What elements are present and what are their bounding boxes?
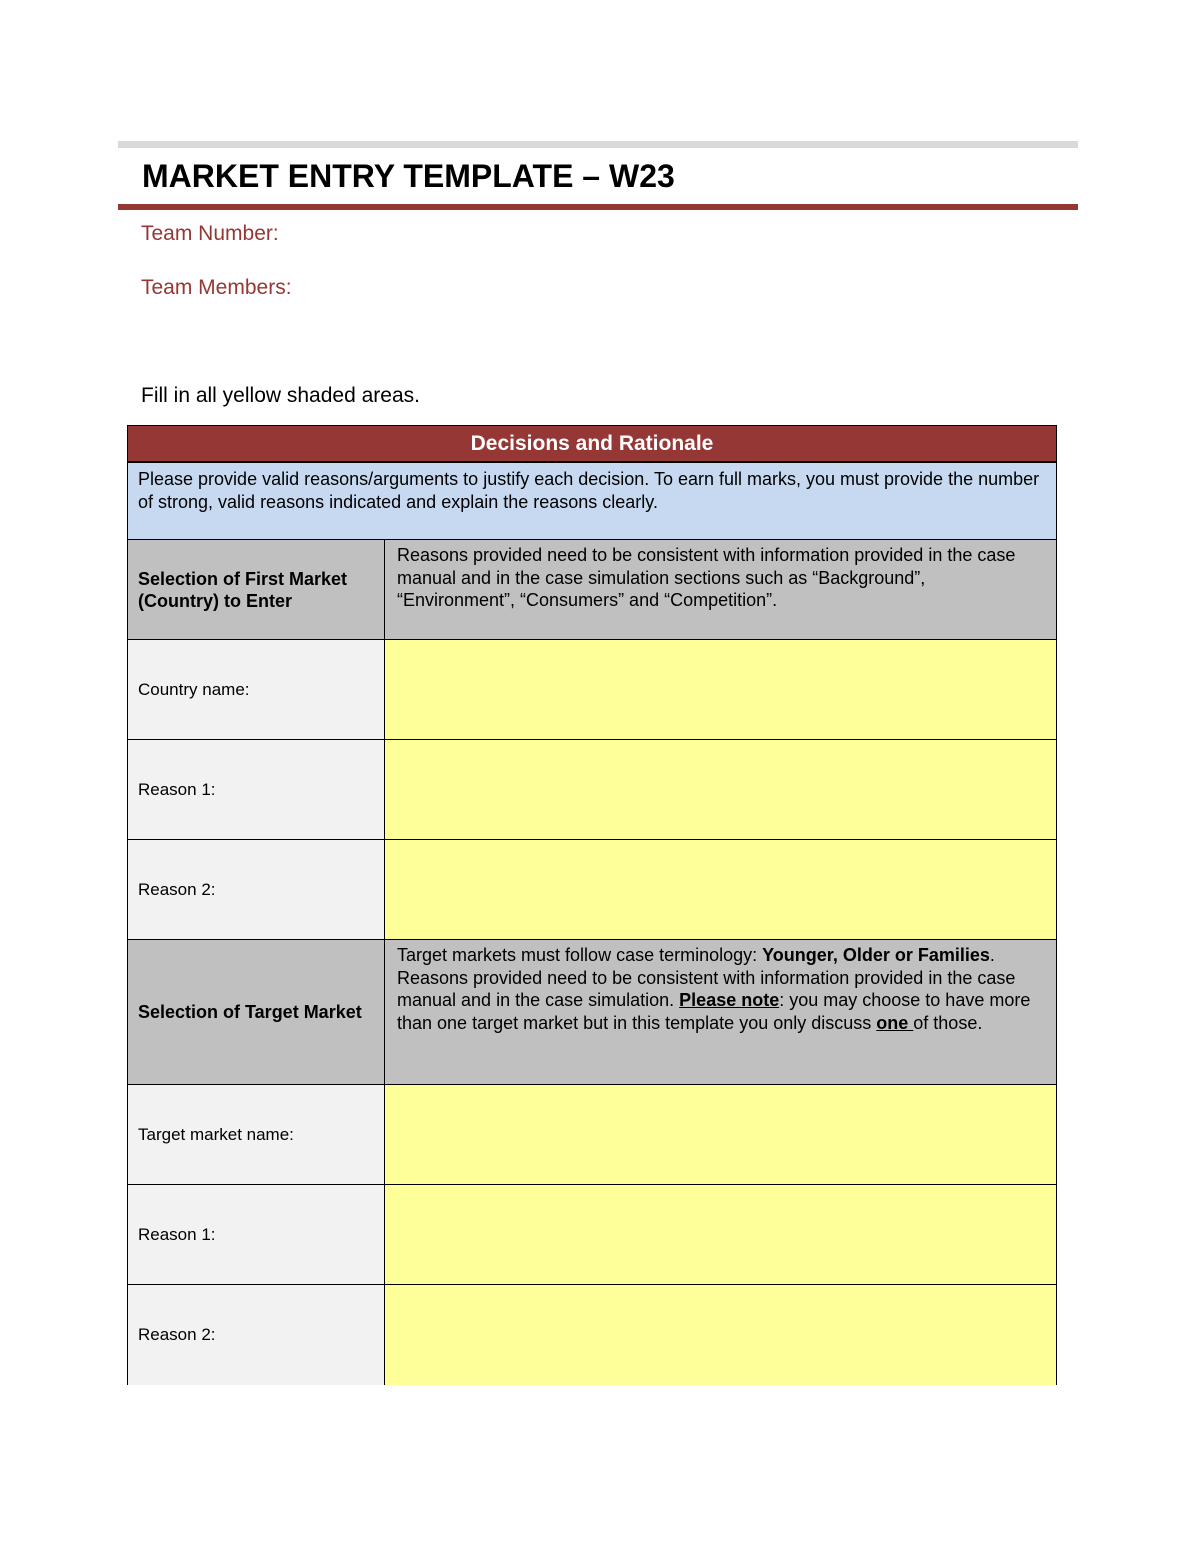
country-name-field[interactable] [385,640,1056,739]
target-reason-2-field[interactable] [385,1285,1056,1385]
emphasis-one: one [876,1012,914,1033]
target-terms: Younger, Older or Families [762,945,990,965]
table-header: Decisions and Rationale [128,426,1056,463]
table-row [128,1185,1056,1285]
decisions-table [127,425,1057,1385]
table-row [128,1085,1056,1185]
page-title: MARKET ENTRY TEMPLATE – W23 [142,158,675,194]
target-market-name-field[interactable] [385,1085,1056,1184]
row-label: Target market name: [128,1085,385,1184]
market-reason-2-field[interactable] [385,840,1056,939]
title-rule [118,204,1078,210]
row-label: Reason 1: [128,740,385,839]
section-label: Selection of First Market (Country) to Enter [128,540,385,639]
row-label: Reason 2: [128,1285,385,1385]
row-label: Reason 2: [128,840,385,939]
section-label: Selection of Target Market [128,940,385,1084]
section-target-market [128,940,1056,1085]
team-members-label: Team Members: [141,276,292,299]
table-row [128,640,1056,740]
table-intro: Please provide valid reasons/arguments to justify each decision. To earn full marks, you must provide the number of strong, valid reasons indicated and explain the reasons clearly. [128,463,1056,540]
target-reason-1-field[interactable] [385,1185,1056,1284]
section-description: Reasons provided need to be consistent with information provided in the case manual and in the case simulation sections such as “Background”, “Environment”, “Consumers” and “Competition”. [385,540,1056,639]
table-row [128,740,1056,840]
section-description: Target markets must follow case terminology: Younger, Older or Families. Reasons provided need to be consistent with information provided in the case manual and in the case simulation. Please note: you may choose to have more than one target market but in this template you only discuss one of those. [385,940,1056,1084]
market-reason-1-field[interactable] [385,740,1056,839]
instructions: Fill in all yellow shaded areas. [141,384,420,407]
team-number-label: Team Number: [141,222,279,245]
section-first-market [128,540,1056,640]
table-row [128,1285,1056,1385]
table-row [128,840,1056,940]
row-label: Reason 1: [128,1185,385,1284]
please-note: Please note [679,990,780,1010]
row-label: Country name: [128,640,385,739]
top-rule [118,141,1078,148]
